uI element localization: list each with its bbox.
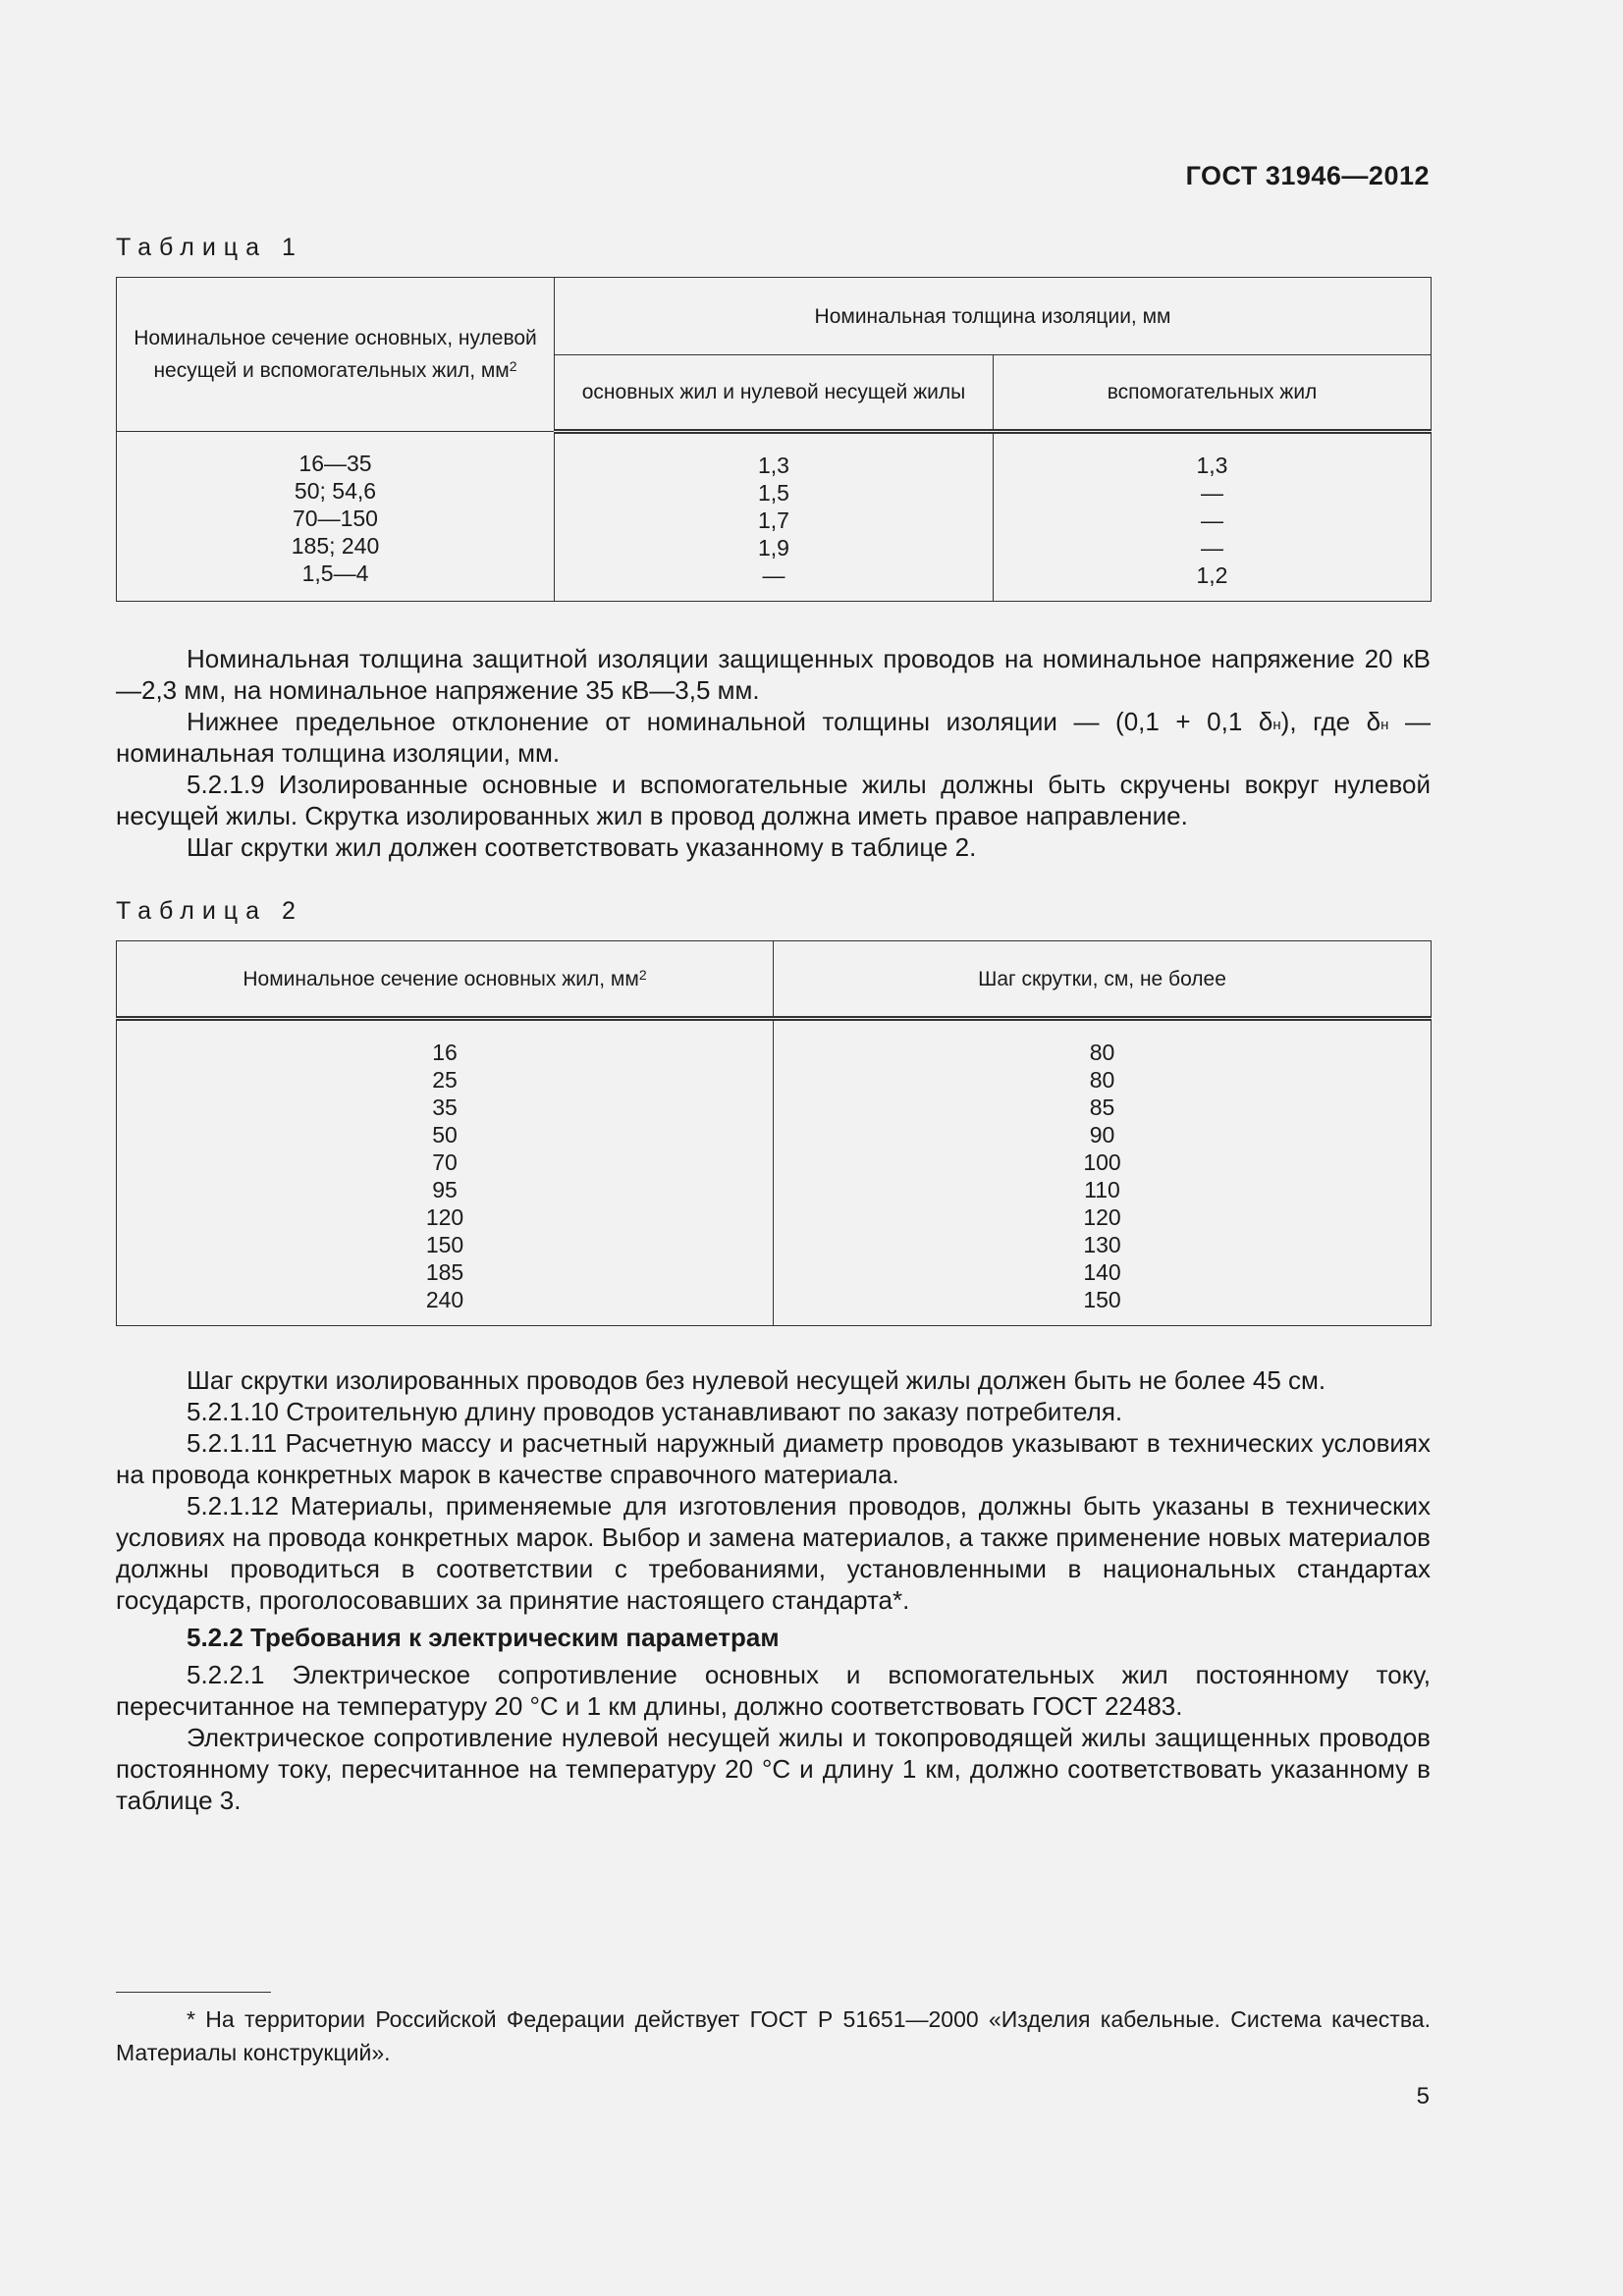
- table-cell: 110: [1084, 1177, 1120, 1202]
- table-cell: 25: [432, 1067, 458, 1093]
- table-cell: 1,3: [1196, 453, 1228, 478]
- table-cell: 1,5—4: [301, 561, 369, 586]
- footnote-divider: [116, 1992, 271, 1993]
- table-cell: 50: [432, 1122, 458, 1148]
- table-cell: 16—35: [298, 451, 372, 476]
- table-cell: 130: [1083, 1232, 1121, 1257]
- paragraph: 5.2.1.10 Строительную длину проводов устанавливают по заказу потребителя.: [187, 1397, 1123, 1426]
- table-cell: —: [1201, 507, 1223, 533]
- table-cell: 1,7: [758, 507, 789, 533]
- table2-header-lay: Шаг скрутки, см, не более: [774, 941, 1432, 1019]
- table2: [116, 940, 1432, 1326]
- table-cell: 150: [1083, 1287, 1121, 1312]
- table1-caption: Таблица 1: [116, 234, 303, 261]
- table-cell: 85: [1089, 1095, 1115, 1120]
- table1-col-aux: [994, 432, 1432, 602]
- paragraph: 5.2.1.11 Расчетную массу и расчетный наружный диаметр проводов указывают в технических условиях на провода конкретных марок в качестве справочного материала.: [116, 1428, 1431, 1489]
- page-number: 5: [1416, 2083, 1430, 2109]
- paragraph: Шаг скрутки изолированных проводов без нулевой несущей жилы должен быть не более 45 см.: [187, 1365, 1326, 1395]
- table-cell: 70: [432, 1149, 458, 1175]
- table-cell: 1,5: [758, 480, 789, 506]
- table1-header-aux-cores: вспомогательных жил: [994, 355, 1432, 432]
- table-cell: —: [1201, 535, 1223, 561]
- paragraph: 5.2.1.12 Материалы, применяемые для изготовления проводов, должны быть указаны в технических условиях на провода конкретных марок. Выбор и замена материалов, а также применение новых материалов должны проводиться в соответствии с требованиями, установленными в национальных стандартах государств, проголосовавших за принятие настоящего стандарта*.: [116, 1491, 1431, 1615]
- table-cell: 80: [1089, 1067, 1115, 1093]
- table-cell: 1,2: [1196, 562, 1228, 588]
- paragraph: 5.2.1.9 Изолированные основные и вспомогательные жилы должны быть скручены вокруг нулевой несущей жилы. Скрутка изолированных жил в провод должна иметь правое направление.: [116, 770, 1431, 830]
- table-cell: 70—150: [293, 506, 378, 531]
- table-cell: 95: [432, 1177, 458, 1202]
- table-cell: —: [1201, 480, 1223, 506]
- table-cell: 240: [425, 1287, 464, 1312]
- table-cell: 80: [1089, 1040, 1115, 1065]
- table2-caption: Таблица 2: [116, 897, 303, 925]
- text-block-1: [116, 643, 1431, 863]
- table-cell: 16: [432, 1040, 458, 1065]
- paragraph: Электрическое сопротивление нулевой несущей жилы и токопроводящей жилы защищенных проводов постоянному току, пересчитанное на температуру 20 °С и длину 1 км, должно соответствовать указанному в таблице 3.: [116, 1723, 1431, 1815]
- table1-col-main: [555, 432, 994, 602]
- table1-col-section: [117, 432, 555, 602]
- paragraph: Нижнее предельное отклонение от номинальной толщины изоляции — (0,1 + 0,1 $\delta_н$), где $\delta_н$ — номинальная толщина изоляции, мм.: [116, 707, 1431, 768]
- table-cell: 35: [432, 1095, 458, 1120]
- table-cell: 140: [1083, 1259, 1121, 1285]
- section-heading: 5.2.2 Требования к электрическим параметрам: [187, 1623, 780, 1652]
- table-cell: 185; 240: [291, 533, 380, 559]
- table-cell: —: [762, 562, 785, 588]
- paragraph: Номинальная толщина защитной изоляции защищенных проводов на номинальное напряжение 20 кВ—2,3 мм, на номинальное напряжение 35 кВ—3,5 мм.: [116, 644, 1431, 705]
- table-cell: 120: [425, 1204, 464, 1230]
- table-cell: 1,9: [758, 535, 789, 561]
- table2-header-section: Номинальное сечение основных жил, $мм^2$: [117, 941, 774, 1019]
- paragraph: 5.2.2.1 Электрическое сопротивление основных и вспомогательных жил постоянному току, пересчитанное на температуру 20 °С и 1 км длины, должно соответствовать ГОСТ 22483.: [116, 1660, 1431, 1721]
- text-block-2: [116, 1364, 1431, 1816]
- paragraph: Шаг скрутки жил должен соответствовать указанному в таблице 2.: [187, 832, 977, 862]
- table1-header-thickness: Номинальная толщина изоляции, мм: [555, 278, 1432, 355]
- footnote-text: * На территории Российской Федерации действует ГОСТ Р 51651—2000 «Изделия кабельные. Система качества. Материалы конструкций».: [116, 2006, 1431, 2065]
- table1: [116, 277, 1432, 602]
- table-cell: 150: [425, 1232, 464, 1257]
- table-cell: 50; 54,6: [294, 478, 377, 504]
- footnote: [116, 2002, 1431, 2069]
- document-code: ГОСТ 31946—2012: [1185, 161, 1430, 190]
- table2-col-section: [117, 1019, 774, 1326]
- table-cell: 100: [1083, 1149, 1121, 1175]
- table1-header-section: Номинальное сечение основных, нулевой несущей и вспомогательных жил, $мм^2$: [117, 278, 555, 432]
- table2-col-lay: [774, 1019, 1432, 1326]
- table-cell: 185: [425, 1259, 464, 1285]
- table-cell: 1,3: [758, 453, 789, 478]
- table1-header-main-cores: основных жил и нулевой несущей жилы: [555, 355, 994, 432]
- table-cell: 90: [1089, 1122, 1115, 1148]
- table-cell: 120: [1083, 1204, 1121, 1230]
